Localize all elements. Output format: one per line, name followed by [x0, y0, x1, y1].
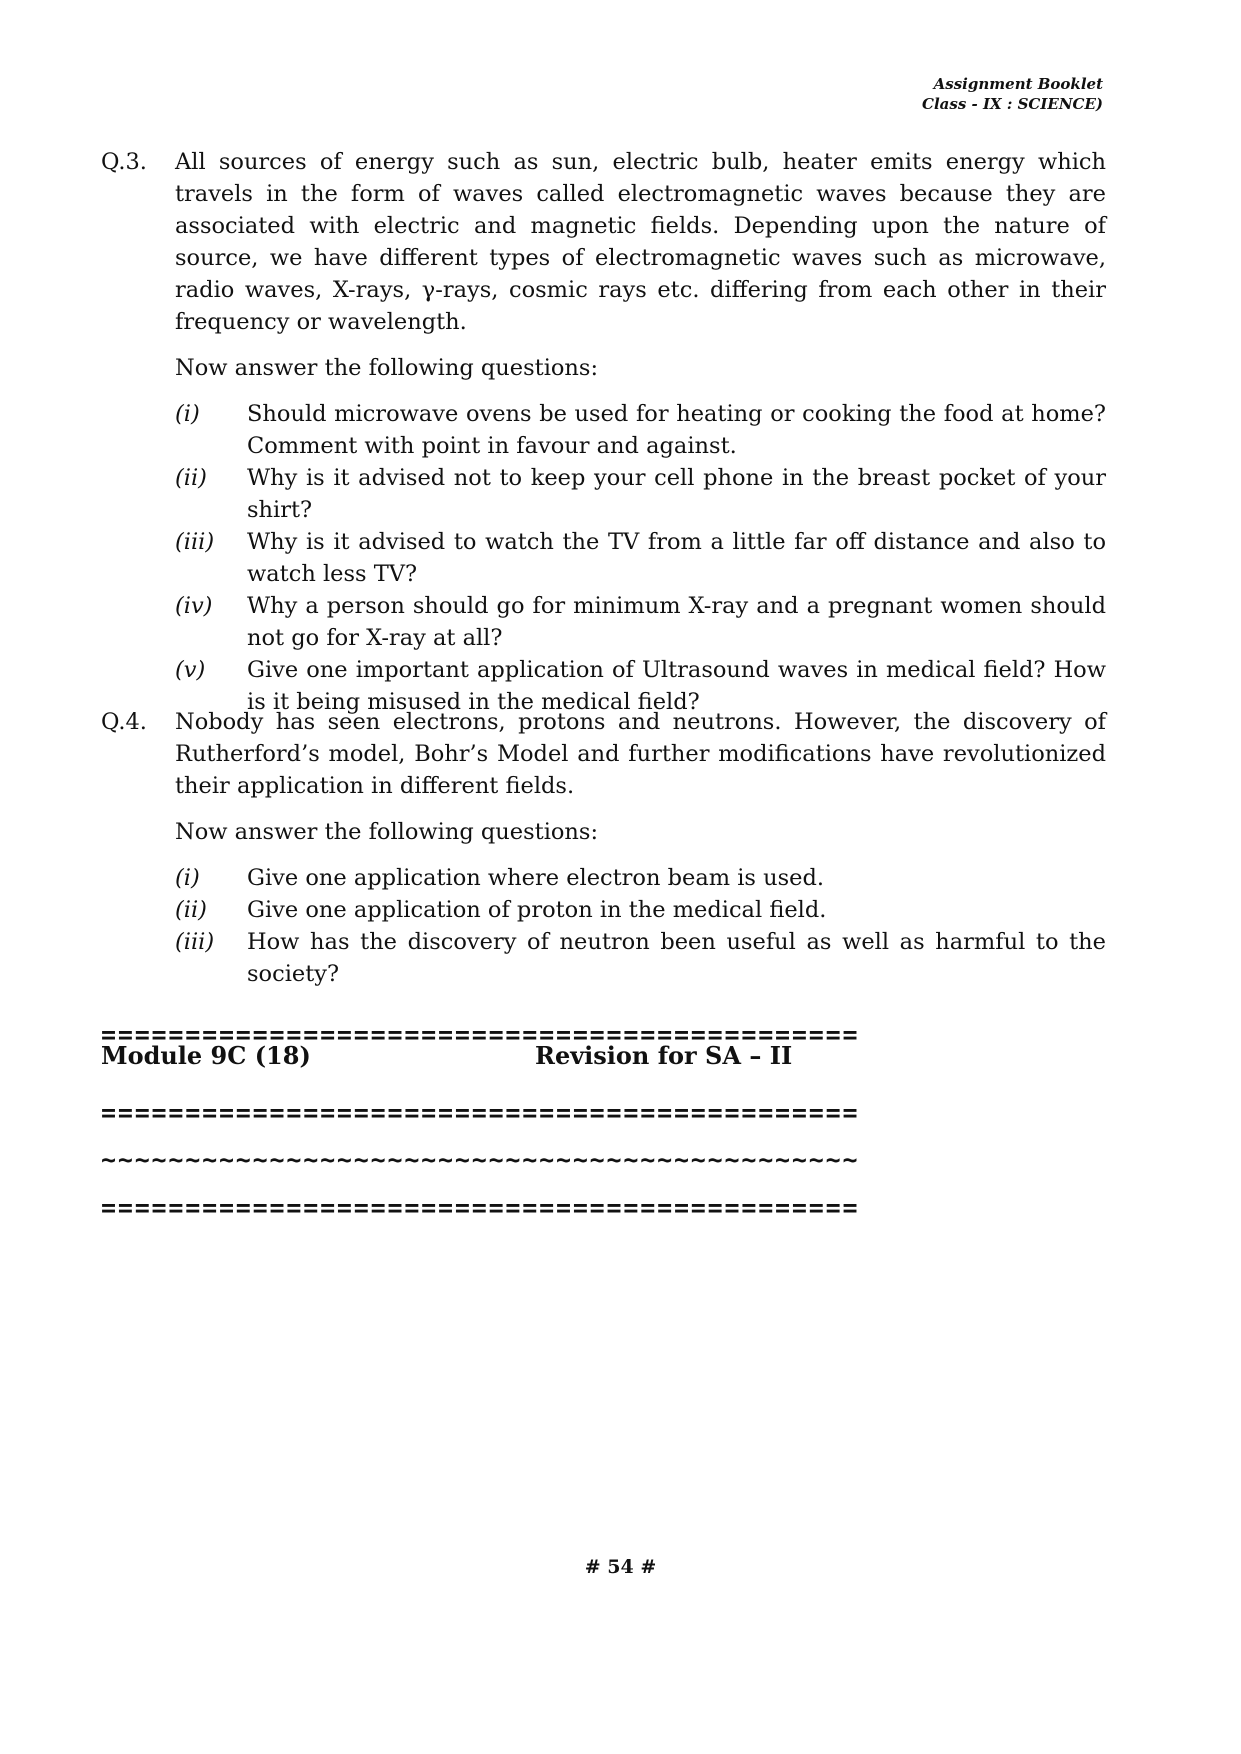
sub-question [175, 462, 1106, 526]
question-text: All sources of energy such as sun, electric bulb, heater emits energy which travels in the form of waves called electromagnetic waves because they are associated with electric and magnetic fields. Depending upon the nature of source, we have different types of electromagnetic waves such as microwave, radio waves, X-rays, γ-rays, cosmic rays etc. differing from each other in their frequency or wavelength. [175, 149, 1106, 335]
module-title: Revision for SA – II [535, 1041, 793, 1070]
question-lead: Now answer the following questions: [175, 819, 599, 845]
question-4 [101, 706, 1106, 990]
sub-question [175, 526, 1106, 590]
sub-question-text: Give one application where electron beam is used. [247, 865, 825, 891]
sub-question [175, 398, 1106, 462]
sub-question-number: (i) [175, 401, 200, 427]
booklet-title: Assignment Booklet [933, 75, 1103, 93]
sub-question-list [101, 862, 1106, 990]
question-lead: Now answer the following questions: [175, 355, 599, 381]
sub-question [175, 926, 1106, 990]
equals-divider: ============================================= [101, 1020, 860, 1049]
equals-divider: ============================================= [101, 1098, 860, 1127]
sub-question-text: Should microwave ovens be used for heating or cooking the food at home? Comment with point in favour and against. [247, 401, 1106, 459]
sub-question-text: Why a person should go for minimum X-ray and a pregnant women should not go for X-ray at all? [247, 593, 1106, 651]
page-header [922, 74, 1103, 114]
sub-question-list [101, 398, 1106, 718]
sub-question-text: Why is it advised to watch the TV from a little far off distance and also to watch less TV? [247, 529, 1106, 587]
sub-question-text: How has the discovery of neutron been useful as well as harmful to the society? [247, 929, 1106, 987]
sub-question-number: (ii) [175, 465, 207, 491]
sub-question-number: (iv) [175, 593, 213, 619]
sub-question-text: Give one application of proton in the medical field. [247, 897, 827, 923]
sub-question-number: (i) [175, 865, 200, 891]
sub-question [175, 894, 1106, 926]
sub-question [175, 862, 1106, 894]
question-text: Nobody has seen electrons, protons and neutrons. However, the discovery of Rutherford’s model, Bohr’s Model and further modifications have revolutionized their application in different fields. [175, 709, 1106, 799]
question-3 [101, 146, 1106, 718]
class-label: Class - IX : SCIENCE) [922, 95, 1103, 113]
sub-question-text: Why is it advised not to keep your cell phone in the breast pocket of your shirt? [247, 465, 1106, 523]
sub-question [175, 590, 1106, 654]
question-number: Q.3. [101, 149, 147, 175]
module-number: Module 9C (18) [101, 1041, 311, 1070]
sub-question-text: Give one important application of Ultrasound waves in medical field? How is it being misused in the medical field? [247, 657, 1106, 715]
equals-divider: ============================================= [101, 1193, 860, 1222]
question-number: Q.4. [101, 709, 147, 735]
sub-question-number: (iii) [175, 929, 215, 955]
sub-question-number: (iii) [175, 529, 215, 555]
page-number: # 54 # [584, 1556, 657, 1578]
sub-question-number: (v) [175, 657, 206, 683]
sub-question-number: (ii) [175, 897, 207, 923]
tilde-divider: ~~~~~~~~~~~~~~~~~~~~~~~~~~~~~~~~~~~~~~~~~~~~~ [101, 1145, 860, 1174]
